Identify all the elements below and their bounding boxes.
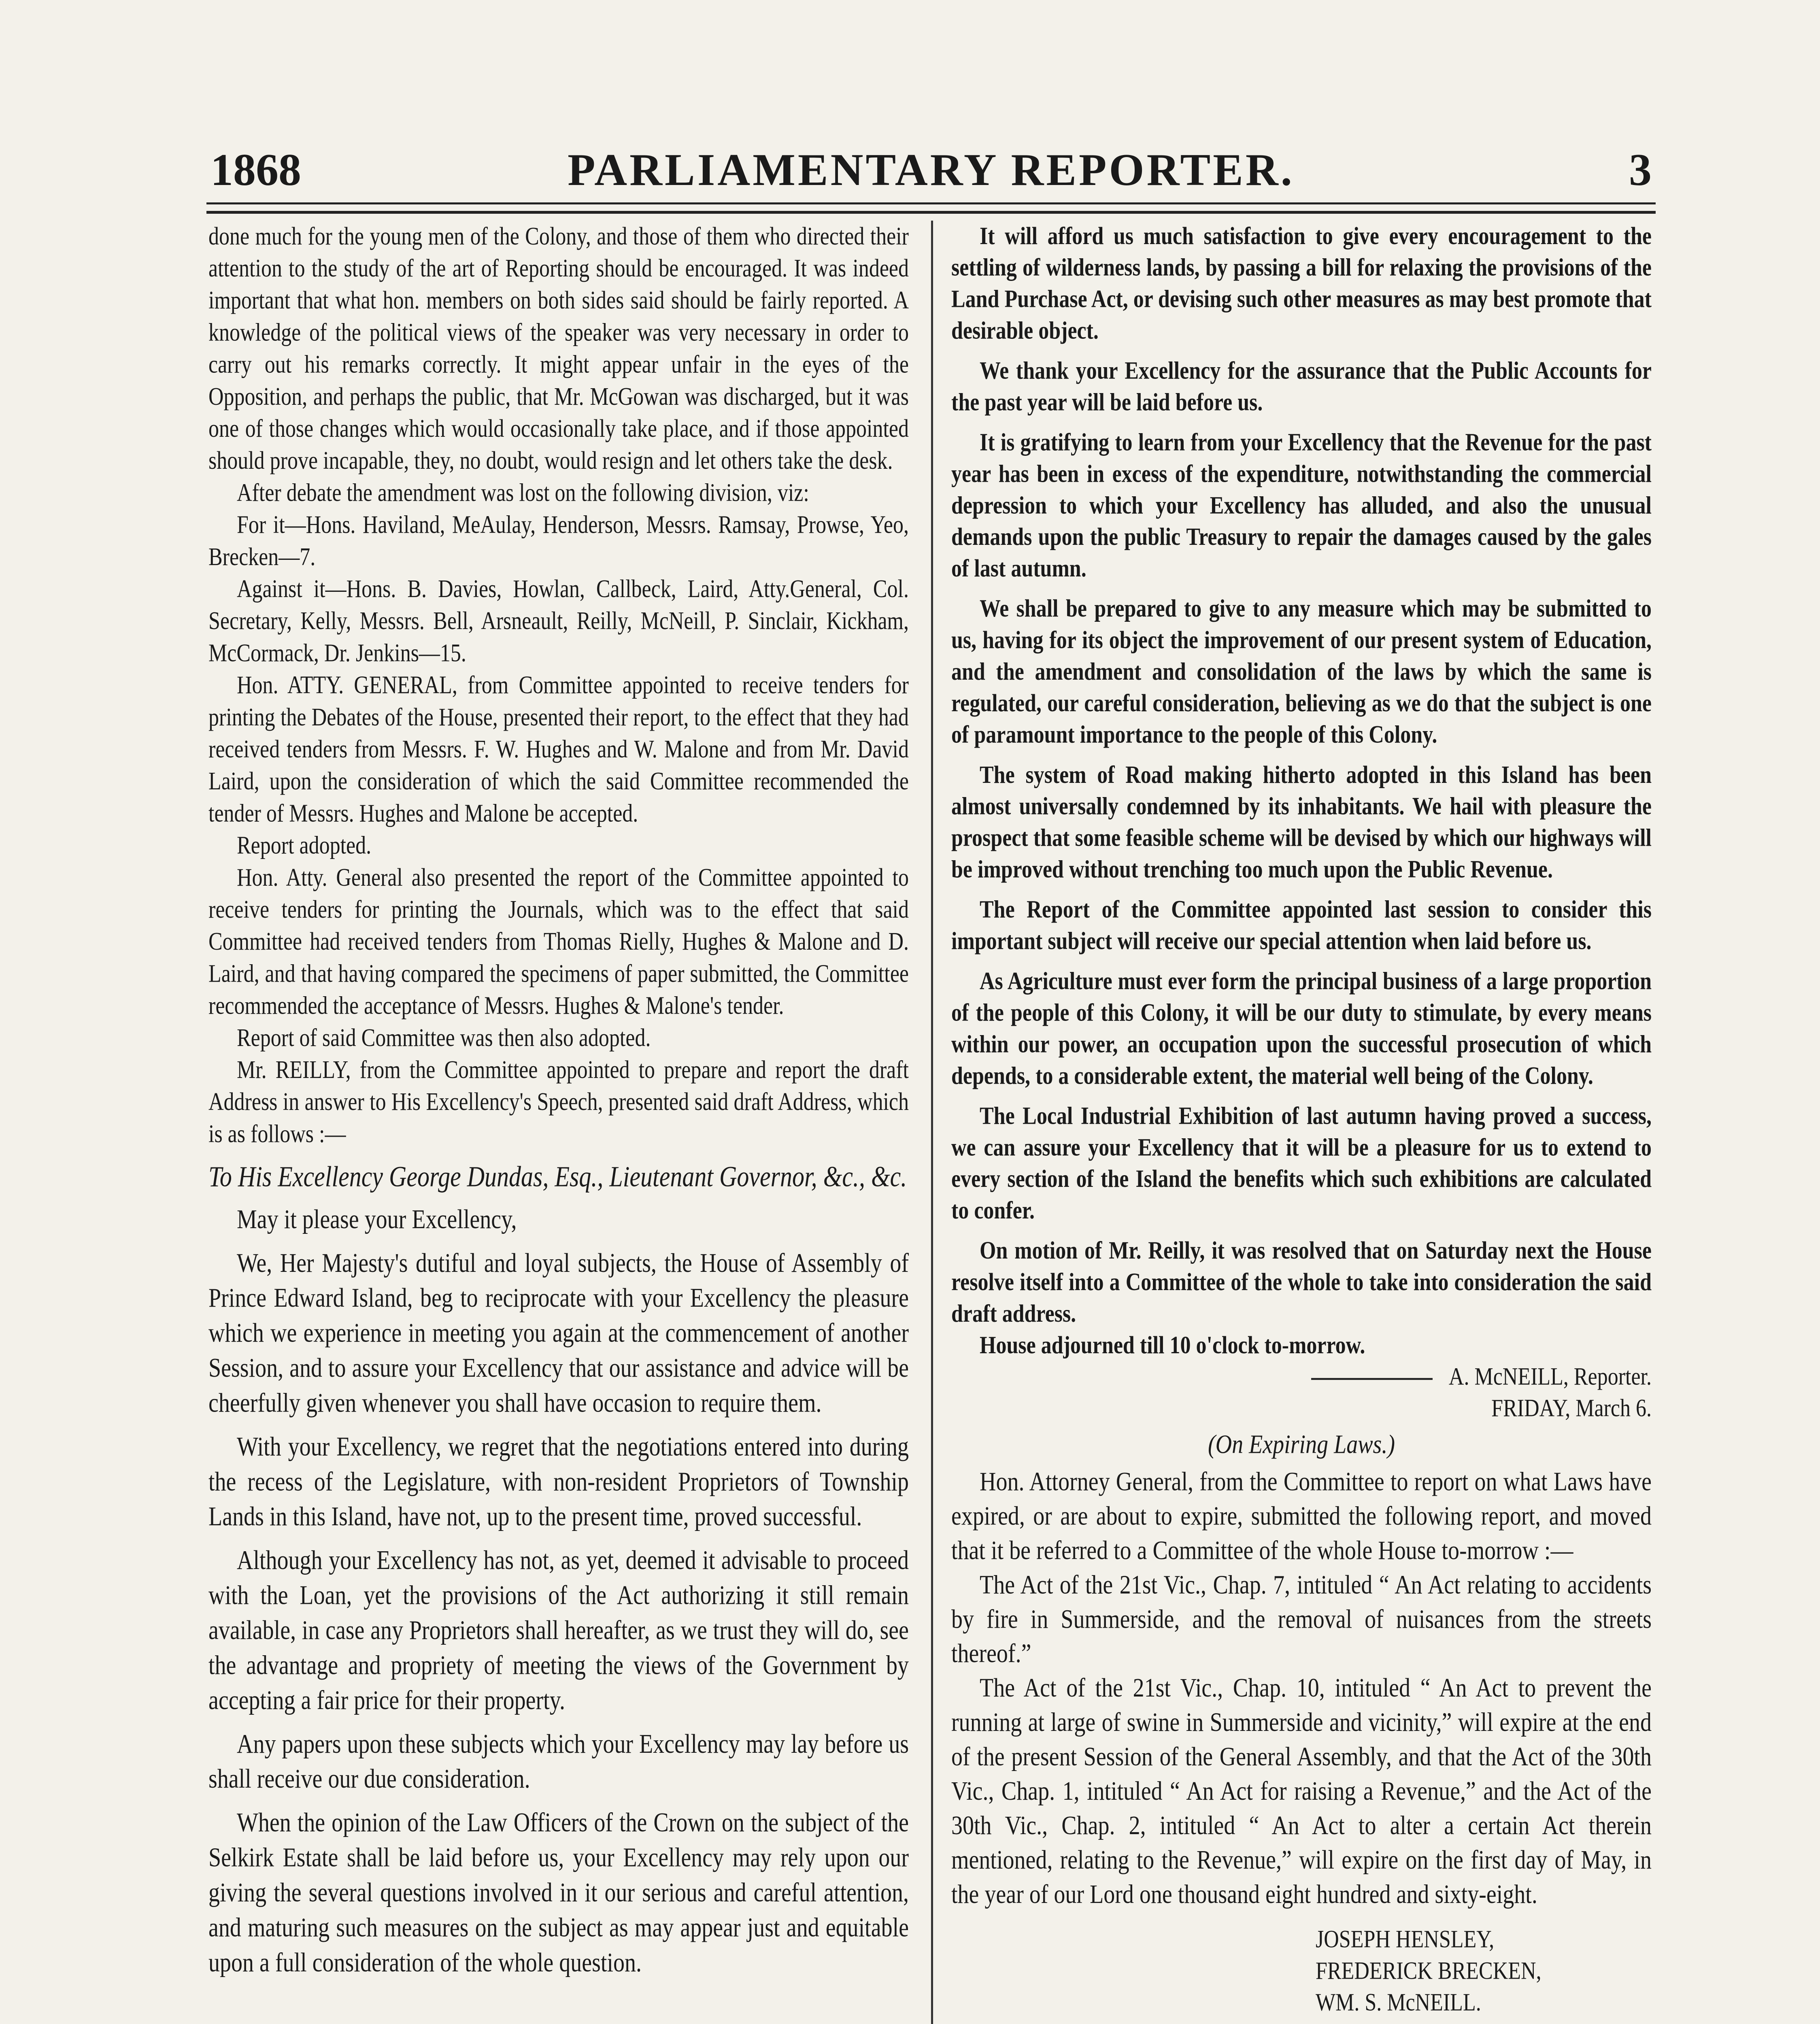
column-divider [931, 221, 933, 2024]
paragraph: Report of said Committee was then also adopted. [237, 1024, 651, 1052]
signatories [951, 1924, 1652, 2019]
address-heading: To His Excellency George Dundas, Esq., Lieutenant Governor, &c., &c. [208, 1161, 907, 1193]
section-heading: (On Expiring Laws.) [1208, 1429, 1395, 1459]
address-paragraph: It is gratifying to learn from your Excellency that the Revenue for the past year has been in excess of the expenditure, notwithstanding the commercial depression to which your Excellency has alluded, and also the unusual demands upon the public Treasury to repair the damages caused by the gales of last autumn. [951, 429, 1652, 583]
left-column [208, 221, 909, 2024]
paragraph: The Act of the 21st Vic., Chap. 7, intituled “ An Act relating to accidents by fire in Summerside, and the removal of nuisances from the streets thereof.” [951, 1570, 1652, 1669]
page-header [210, 142, 1652, 198]
page-number: 3 [1629, 145, 1652, 195]
signatory: JOSEPH HENSLEY, [1316, 1926, 1495, 1953]
reporter-name: A. McNEILL, Reporter. [1448, 1363, 1652, 1390]
adjournment: House adjourned till 10 o'clock to-morrow. [980, 1331, 1365, 1359]
paragraph: done much for the young men of the Colony, and those of them who directed their attention to the study of the art of Reporting should be encouraged. It was indeed important that what hon. members on both sides said should be fairly reported. A knowledge of the political views of the speaker was very necessary in order to carry out his remarks correctly. It might appear unfair in the eyes of the Opposition, and perhaps the public, that Mr. McGowan was discharged, but it was one of those changes which would occasionally take place, and if those appointed should prove incapable, they, no doubt, would resign and let others take the desk. [208, 222, 909, 475]
reporter-signature [951, 1361, 1652, 1393]
paragraph: Hon. Attorney General, from the Committee to report on what Laws have expired, or are about to expire, submitted the following report, and moved that it be referred to a Committee of the whole House to-morrow :— [951, 1467, 1652, 1565]
right-column [951, 221, 1652, 2024]
address-paragraph: The system of Road making hitherto adopted in this Island has been almost universally condemned by its inhabitants. We hail with pleasure the prospect that some feasible scheme will be devised by which our highways will be improved without trenching too much upon the Public Revenue. [951, 761, 1652, 883]
header-double-rule [206, 202, 1656, 214]
header-year: 1868 [210, 145, 301, 195]
short-rule [1311, 1378, 1433, 1380]
paragraph: After debate the amendment was lost on the following division, viz: [237, 479, 809, 507]
address-paragraph: We shall be prepared to give to any measure which may be submitted to us, having for its object the improvement of our present system of Education, and the amendment and consolidation of the laws by which the same is regulated, our careful consideration, believing as we do that the subject is one of paramount importance to the people of this Colony. [951, 595, 1652, 748]
address-paragraph: We, Her Majesty's dutiful and loyal subjects, the House of Assembly of Prince Edward Island, beg to reciprocate with your Excellency the pleasure which we experience in meeting you again at the commencement of another Session, and to assure your Excellency that our assistance and advice will be cheerfully given whenever you shall have occasion to require them. [208, 1248, 909, 1418]
address-paragraph: It will afford us much satisfaction to give every encouragement to the settling of wilderness lands, by passing a bill for relaxing the provisions of the Land Purchase Act, or devising such other measures as may best promote that desirable object. [951, 222, 1652, 344]
address-paragraph: We thank your Excellency for the assurance that the Public Accounts for the past year will be laid before us. [951, 357, 1652, 416]
motion-paragraph: On motion of Mr. Reilly, it was resolved that on Saturday next the House resolve itself into a Committee of the whole to take into consideration the said draft address. [951, 1237, 1652, 1328]
paragraph: The Act of the 21st Vic., Chap. 10, intituled “ An Act to prevent the running at large of swine in Summerside and vicinity,” will expire at the end of the present Session of the General Assembly, and that the Act of the 30th Vic., Chap. 1, intituled “ An Act for raising a Revenue,” and the Act of the 30th Vic., Chap. 2, intituled “ An Act to alter a certain Act therein mentioned, relating to the Revenue,” will expire on the first day of May, in the year of our Lord one thousand eight hundred and sixty-eight. [951, 1673, 1652, 1909]
paragraph: Report adopted. [237, 831, 372, 859]
paragraph: Mr. REILLY, from the Committee appointed to prepare and report the draft Address in answer to His Excellency's Speech, presented said draft Address, which is as follows :— [208, 1056, 909, 1148]
vote-for: For it—Hons. Haviland, MeAulay, Henderson, Messrs. Ramsay, Prowse, Yeo, Brecken—7. [208, 511, 909, 571]
salutation: May it please your Excellency, [237, 1204, 517, 1235]
vote-against: Against it—Hons. B. Davies, Howlan, Callbeck, Laird, Atty.General, Col. Secretary, Kelly, Messrs. Bell, Arsneault, Reilly, McNeill, P. Sinclair, Kickham, McCormack, Dr. Jenkins—15. [208, 575, 909, 667]
paragraph: Hon. ATTY. GENERAL, from Committee appointed to receive tenders for printing the Debates of the House, presented their report, to the effect that they had received tenders from Messrs. F. W. Hughes and W. Malone and from Mr. David Laird, upon the consideration of which the said Committee recommended the tender of Messrs. Hughes and Malone be accepted. [208, 671, 909, 827]
paragraph: Hon. Atty. General also presented the report of the Committee appointed to receive tenders for printing the Journals, which was to the effect that said Committee had received tenders from Thomas Rielly, Hughes & Malone and D. Laird, and that having compared the specimens of paper submitted, the Committee recommended the acceptance of Messrs. Hughes & Malone's tender. [208, 863, 909, 1020]
dateline: FRIDAY, March 6. [1491, 1395, 1652, 1422]
signatory: FREDERICK BRECKEN, [1316, 1957, 1541, 1985]
publication-title: PARLIAMENTARY REPORTER. [568, 145, 1295, 195]
address-paragraph: As Agriculture must ever form the principal business of a large proportion of the people of this Colony, it will be our duty to stimulate, by every means within our power, an occupation upon the successful prosecution of which depends, to a considerable extent, the material well being of the Colony. [951, 967, 1652, 1090]
signatory: WM. S. McNEILL. [1316, 1989, 1481, 2016]
address-paragraph: When the opinion of the Law Officers of the Crown on the subject of the Selkirk Estate shall be laid before us, your Excellency may rely upon our giving the several questions involved in it our serious and careful attention, and maturing such measures on the subject as may appear just and equitable upon a full consideration of the whole question. [208, 1807, 909, 1978]
address-paragraph: Any papers upon these subjects which your Excellency may lay before us shall receive our due consideration. [208, 1729, 909, 1794]
address-paragraph: The Local Industrial Exhibition of last autumn having proved a success, we can assure your Excellency that it will be a pleasure for us to extend to every section of the Island the benefits which such exhibitions are calculated to confer. [951, 1102, 1652, 1225]
address-paragraph: With your Excellency, we regret that the negotiations entered into during the recess of the Legislature, with non-resident Proprietors of Township Lands in this Island, have not, up to the present time, proved successful. [208, 1431, 909, 1532]
address-paragraph: Although your Excellency has not, as yet, deemed it advisable to proceed with the Loan, yet the provisions of the Act authorizing it still remain available, in case any Proprietors shall hereafter, as we trust they will do, see the advantage and propriety of meeting the views of the Government by accepting a fair price for their property. [208, 1545, 909, 1716]
address-paragraph: The Report of the Committee appointed last session to consider this important subject will receive our special attention when laid before us. [951, 896, 1652, 955]
